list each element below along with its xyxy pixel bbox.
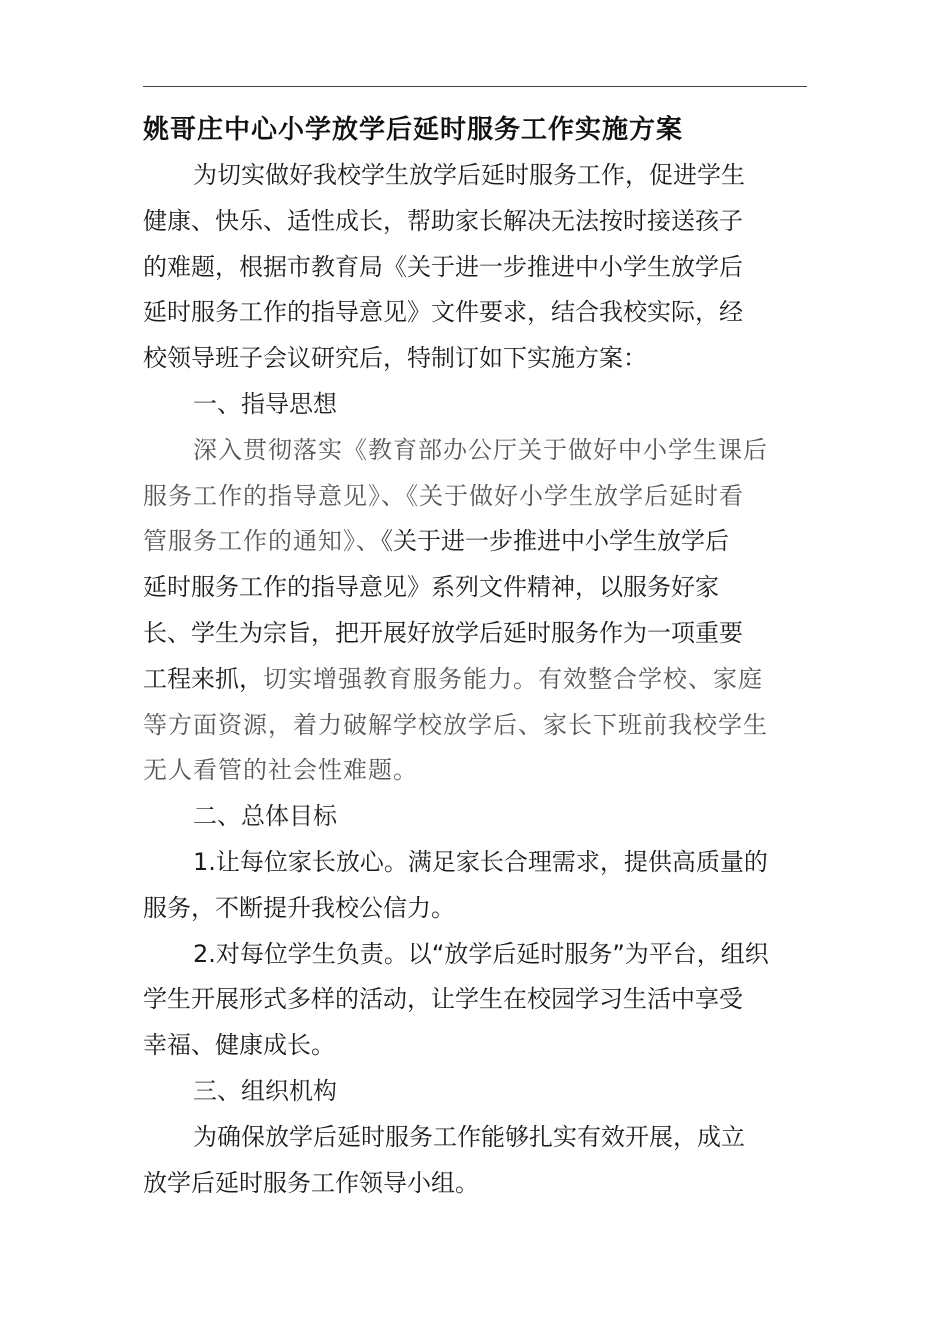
top-rule — [143, 86, 807, 87]
paragraph-line: 长、学生为宗旨，把开展好放学后延时服务作为一项重要 — [143, 618, 743, 647]
section-heading-overall-goals: 二、总体目标 — [193, 802, 337, 831]
paragraph-line — [143, 657, 807, 703]
organization-paragraph — [143, 1115, 807, 1207]
paragraph-line: 深入贯彻落实《教育部办公厅关于做好中小学生课后 — [193, 435, 768, 464]
guiding-ideology-paragraph — [143, 428, 807, 794]
paragraph-segment: 工程来抓， — [143, 664, 263, 693]
section-heading-organization: 三、组织机构 — [193, 1076, 337, 1105]
goal-item-line: 服务，不断提升我校公信力。 — [143, 893, 455, 922]
paragraph-segment: 管服务工作的通知》、 — [143, 527, 381, 556]
paragraph-line: 的难题，根据市教育局《关于进一步推进中小学生放学后 — [143, 252, 743, 281]
paragraph-line: 延时服务工作的指导意见》系列文件精神，以服务好家 — [143, 573, 719, 602]
paragraph-line: 为切实做好我校学生放学后延时服务工作，促进学生 — [193, 161, 745, 189]
paragraph-line: 等方面资源，着力破解学校放学后、家长下班前我校学生 — [143, 710, 768, 739]
paragraph-line: 延时服务工作的指导意见》文件要求，结合我校实际，经 — [143, 298, 743, 327]
goal-item-line: 2.对每位学生负责。以“放学后延时服务”为平台，组织 — [193, 939, 769, 968]
goal-item-line: 学生开展形式多样的活动，让学生在校园学习生活中享受 — [143, 985, 743, 1014]
paragraph-line: 健康、快乐、适性成长，帮助家长解决无法按时接送孩子 — [143, 206, 743, 235]
section-heading-guiding-ideology: 一、指导思想 — [193, 389, 337, 418]
document-title: 姚哥庄中心小学放学后延时服务工作实施方案 — [143, 115, 684, 145]
paragraph-line: 无人看管的社会性难题。 — [143, 756, 418, 785]
paragraph-line: 服务工作的指导意见》、《关于做好小学生放学后延时看 — [143, 481, 744, 510]
paragraph-line: 放学后延时服务工作领导小组。 — [143, 1168, 479, 1197]
goal-item-line: 1.让每位家长放心。满足家长合理需求，提供高质量的 — [193, 847, 768, 876]
paragraph-segment: 《关于进一步推进中小学生放学后 — [381, 527, 729, 556]
paragraph-line — [143, 519, 807, 565]
paragraph-line: 为确保放学后延时服务工作能够扎实有效开展，成立 — [193, 1122, 745, 1151]
intro-paragraph — [143, 153, 807, 382]
goal-item-line: 幸福、健康成长。 — [143, 1031, 335, 1060]
paragraph-segment: 切实增强教育服务能力。有效整合学校、家庭 — [263, 664, 763, 693]
document-body — [143, 107, 807, 1206]
paragraph-line: 校领导班子会议研究后，特制订如下实施方案： — [143, 344, 647, 373]
overall-goals-list — [143, 840, 807, 1069]
